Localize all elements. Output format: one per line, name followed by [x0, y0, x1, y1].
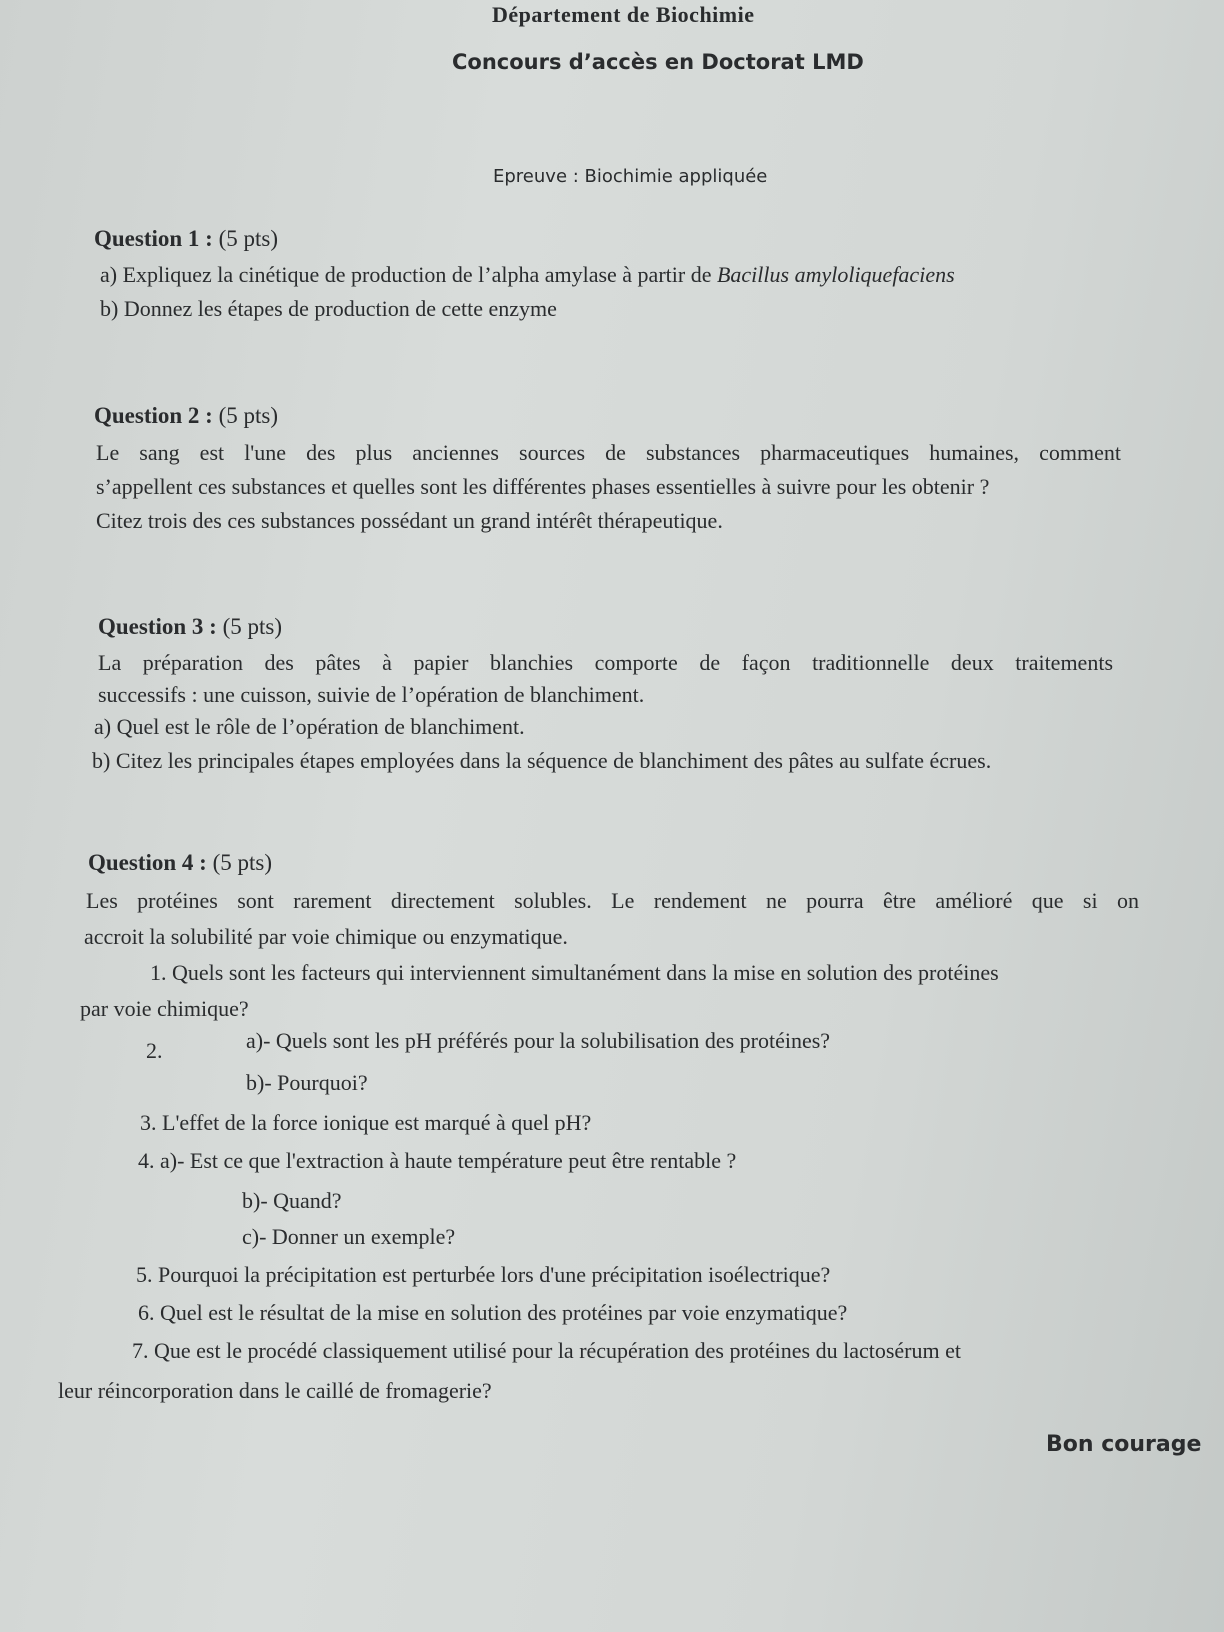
question-4-label: Question 4 :	[88, 850, 207, 875]
department-heading: Département de Biochimie	[492, 2, 755, 27]
question-3-points: (5 pts)	[222, 614, 283, 639]
exam-title: Concours d’accès en Doctorat LMD	[452, 50, 864, 74]
question-4-item-7-line-2: leur réincorporation dans le caillé de fromagerie?	[58, 1378, 492, 1403]
question-1-part-b: b) Donnez les étapes de production de cette enzyme	[100, 296, 557, 321]
question-3-part-a: a) Quel est le rôle de l’opération de blanchiment.	[94, 714, 525, 739]
exam-subject: Epreuve : Biochimie appliquée	[493, 166, 768, 187]
question-4-item-6: 6. Quel est le résultat de la mise en solution des protéines par voie enzymatique?	[138, 1300, 848, 1325]
question-1-species: Bacillus amyloliquefaciens	[716, 262, 955, 287]
question-3-part-b: b) Citez les principales étapes employées dans la séquence de blanchiment des pâtes au sulfate écrues.	[92, 748, 992, 773]
question-4-item-3: 3. L'effet de la force ionique est marqué à quel pH?	[140, 1110, 592, 1135]
question-1-part-a	[100, 262, 955, 288]
question-4-intro-line-2: accroit la solubilité par voie chimique ou enzymatique.	[84, 924, 568, 949]
question-2-label: Question 2 :	[94, 403, 213, 428]
question-2-title	[94, 403, 278, 429]
question-4-item-4-a: 4. a)- Est ce que l'extraction à haute température peut être rentable ?	[138, 1148, 737, 1173]
question-4-item-2-a: a)- Quels sont les pH préférés pour la solubilisation des protéines?	[246, 1028, 831, 1053]
question-1-label: Question 1 :	[94, 226, 213, 251]
question-4-item-2-number: 2.	[146, 1038, 163, 1063]
question-4-item-2-b: b)- Pourquoi?	[246, 1070, 368, 1095]
question-4-title	[88, 850, 272, 876]
question-2-line-3: Citez trois des ces substances possédant un grand intérêt thérapeutique.	[96, 508, 723, 533]
question-3-title	[98, 614, 282, 640]
question-4-item-4-b: b)- Quand?	[242, 1188, 342, 1213]
question-2-line-1: Le sang est l'une des plus anciennes sources de substances pharmaceutiques humaines, comment	[96, 440, 1121, 465]
question-1-title	[94, 226, 278, 252]
question-1-part-a-text: a) Expliquez la cinétique de production de l’alpha amylase à partir de	[100, 262, 712, 287]
question-4-item-1-line-2: par voie chimique?	[80, 996, 249, 1021]
question-1-points: (5 pts)	[218, 226, 279, 251]
question-3-line-1: La préparation des pâtes à papier blanchies comporte de façon traditionnelle deux traitements	[98, 650, 1113, 675]
question-4-item-5: 5. Pourquoi la précipitation est perturbée lors d'une précipitation isoélectrique?	[136, 1262, 831, 1287]
question-4-item-7-line-1: 7. Que est le procédé classiquement utilisé pour la récupération des protéines du lactosérum et	[132, 1338, 961, 1363]
question-2-line-2: s’appellent ces substances et quelles sont les différentes phases essentielles à suivre pour les obtenir ?	[96, 474, 990, 499]
question-3-line-2: successifs : une cuisson, suivie de l’opération de blanchiment.	[98, 682, 645, 707]
question-4-item-4-c: c)- Donner un exemple?	[242, 1224, 456, 1249]
question-4-item-1-line-1: 1. Quels sont les facteurs qui interviennent simultanément dans la mise en solution des protéines	[150, 960, 999, 985]
question-3-label: Question 3 :	[98, 614, 217, 639]
closing-text: Bon courage	[1046, 1432, 1202, 1457]
question-4-intro-line-1: Les protéines sont rarement directement solubles. Le rendement ne pourra être amélioré que si on	[86, 888, 1139, 913]
question-2-points: (5 pts)	[218, 403, 279, 428]
question-4-points: (5 pts)	[212, 850, 273, 875]
